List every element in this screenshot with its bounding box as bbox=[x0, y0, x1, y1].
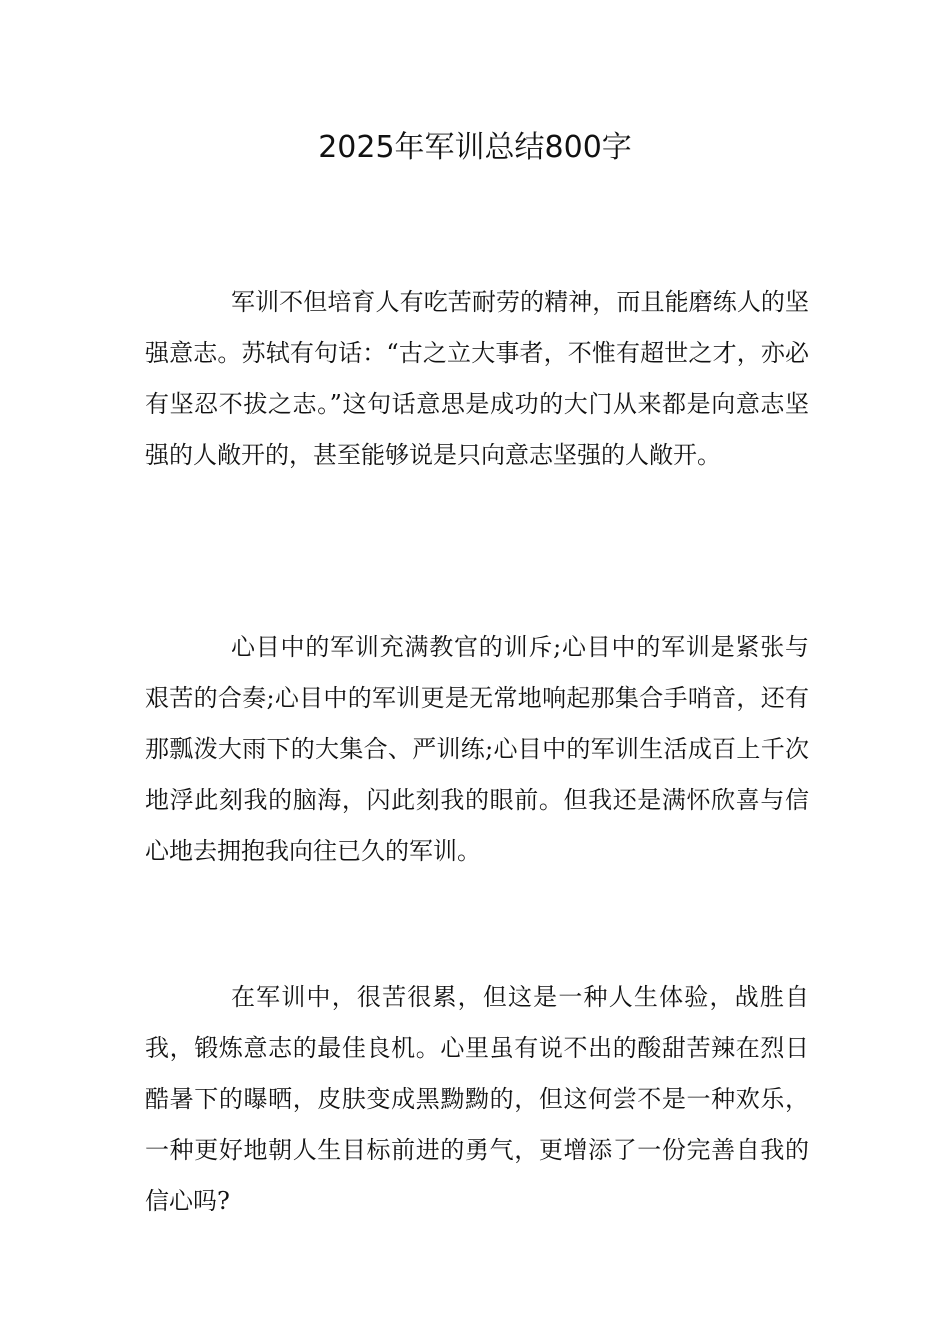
paragraph-2: 心目中的军训充满教官的训斥;心目中的军训是紧张与艰苦的合奏;心目中的军训更是无常地响起那集合手哨音，还有那瓢泼大雨下的大集合、严训练;心目中的军训生活成百上千次地浮此刻我的脑海，闪此刻我的眼前。但我还是满怀欣喜与信心地去拥抱我向往已久的军训。 bbox=[145, 633, 809, 865]
paragraph-3: 在军训中，很苦很累，但这是一种人生体验，战胜自我，锻炼意志的最佳良机。心里虽有说不出的酸甜苦辣在烈日酷暑下的曝晒，皮肤变成黑黝黝的，但这何尝不是一种欢乐，一种更好地朝人生目标前进的勇气，更增添了一份完善自我的信心吗? bbox=[145, 983, 809, 1215]
document-title: 2025年军训总结800字 bbox=[318, 130, 632, 165]
paragraph-1: 军训不但培育人有吃苦耐劳的精神，而且能磨练人的坚强意志。苏轼有句话：“古之立大事者，不惟有超世之才，亦必有坚忍不拔之志。”这句话意思是成功的大门从来都是向意志坚强的人敞开的，甚至能够说是只向意志坚强的人敞开。 bbox=[145, 288, 809, 469]
